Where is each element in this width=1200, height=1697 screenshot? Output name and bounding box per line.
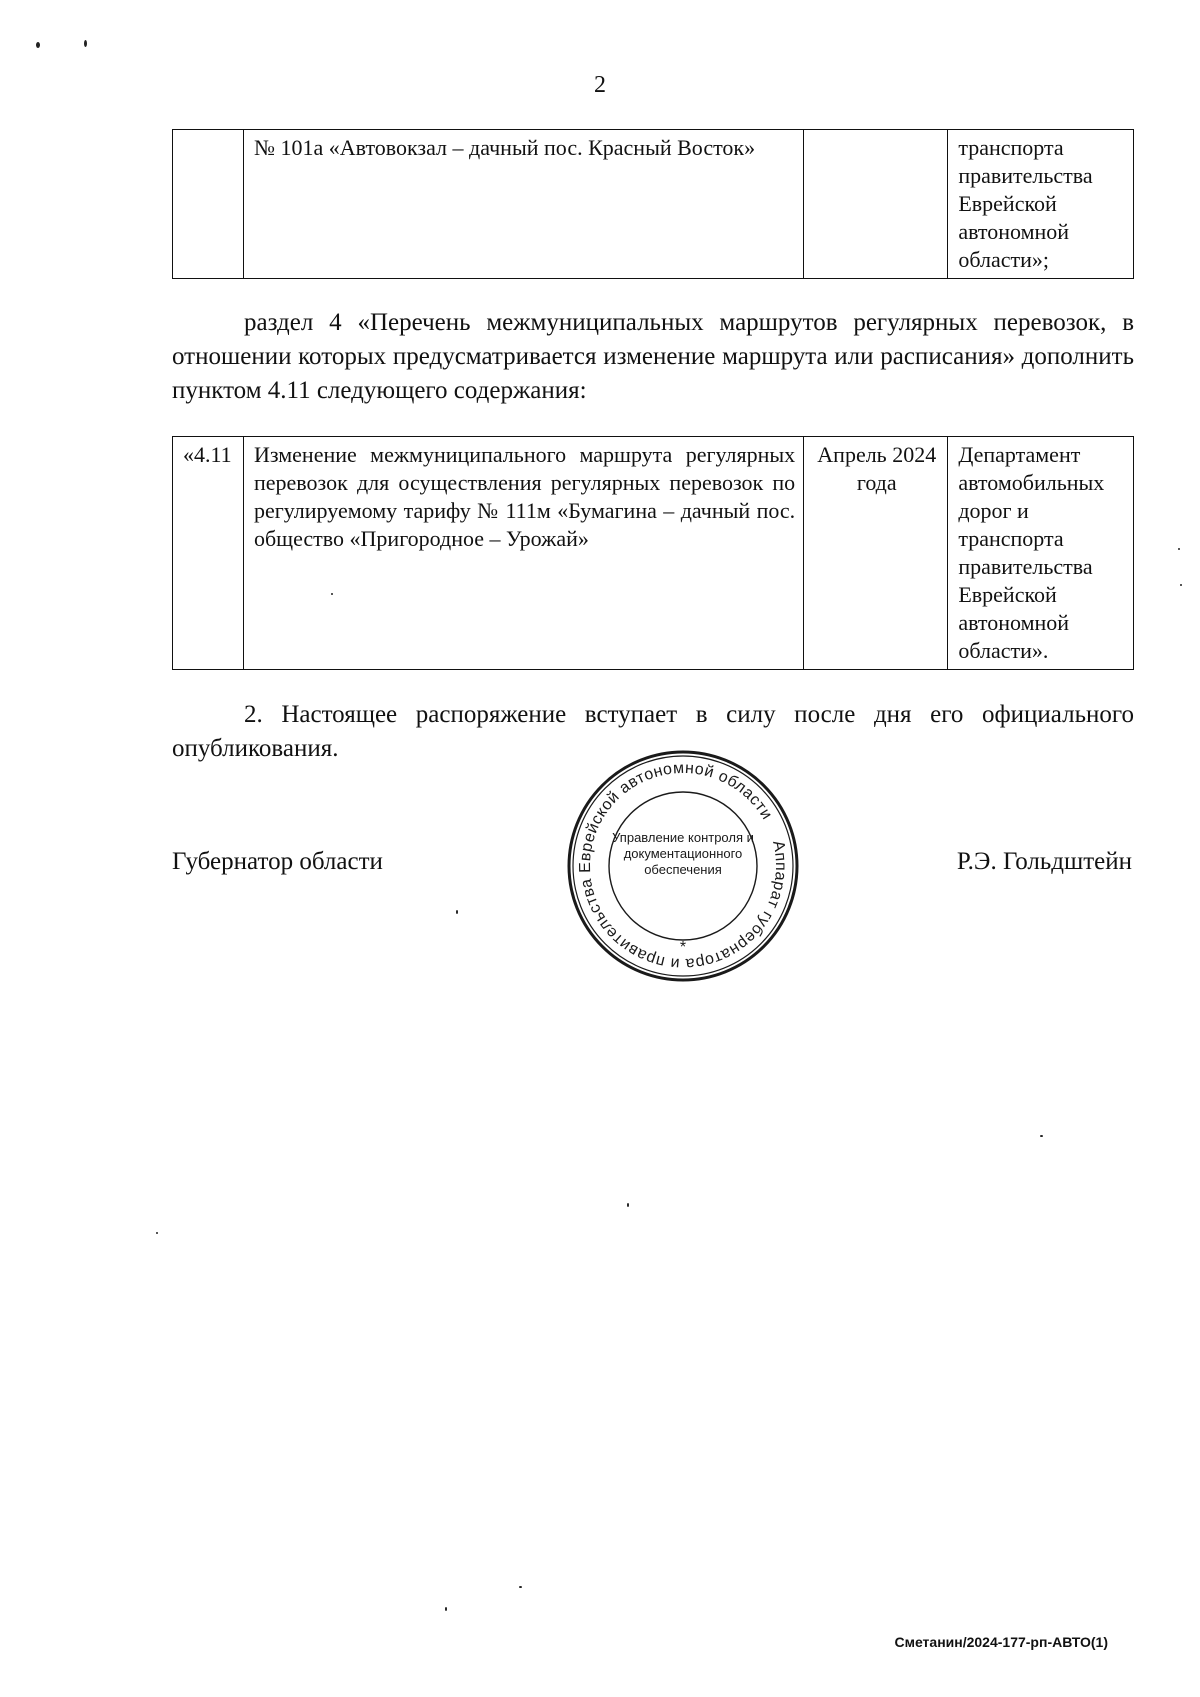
scan-speck	[156, 1232, 158, 1234]
stamp-outer-text: Аппарат губернатора и правительства Еврейской автономной области	[576, 759, 790, 973]
table-row	[173, 130, 1134, 279]
scan-speck	[1178, 548, 1180, 550]
scan-speck	[456, 910, 458, 914]
scan-speck	[445, 1607, 447, 1611]
scan-speck	[1180, 584, 1182, 586]
scan-speck	[84, 40, 87, 47]
responsible-cell: Департамент автомобильных дорог и транспорта правительства Еврейской автономной области».	[948, 437, 1134, 670]
signatory-title: Губернатор области	[172, 848, 383, 875]
date-cell	[804, 130, 948, 279]
row-number-cell: «4.11	[173, 437, 244, 670]
responsible-cell: транспорта правительства Еврейской автономной области»;	[948, 130, 1134, 279]
row-number-cell	[173, 130, 244, 279]
date-cell: Апрель 2024 года	[804, 437, 948, 670]
table-row	[173, 437, 1134, 670]
official-stamp	[565, 748, 801, 984]
scan-speck	[519, 1586, 522, 1588]
scan-speck	[331, 593, 333, 595]
scan-speck	[627, 1203, 629, 1207]
stamp-inner-line-2: документационного	[623, 846, 743, 861]
stamp-star: *	[679, 939, 687, 956]
page-number: 2	[594, 72, 606, 98]
routes-table-continued	[172, 129, 1134, 279]
stamp-inner-line-3: обеспечения	[644, 862, 722, 877]
document-code: Сметанин/2024-177-рп-АВТО(1)	[894, 1634, 1108, 1650]
signatory-name: Р.Э. Гольдштейн	[956, 848, 1132, 875]
stamp-inner-line-1: Управление контроля и	[612, 830, 754, 845]
effective-date-paragraph: 2. Настоящее распоряжение вступает в силу после дня его официального опубликования.	[172, 701, 1134, 762]
section4-amendment-paragraph: раздел 4 «Перечень межмуниципальных маршрутов регулярных перевозок, в отношении которых предусматривается изменение маршрута или расписания» дополнить пунктом 4.11 следующего содержания:	[172, 309, 1134, 404]
scan-speck	[1040, 1135, 1043, 1137]
route-description-cell: № 101а «Автовокзал – дачный пос. Красный Восток»	[243, 130, 803, 279]
route-description-cell: Изменение межмуниципального маршрута регулярных перевозок для осуществления регулярных перевозок по регулируемому тарифу № 111м «Бумагина – дачный пос. общество «Пригородное – Урожай»	[243, 437, 803, 670]
scan-speck	[36, 42, 40, 48]
routes-table-new	[172, 436, 1134, 670]
